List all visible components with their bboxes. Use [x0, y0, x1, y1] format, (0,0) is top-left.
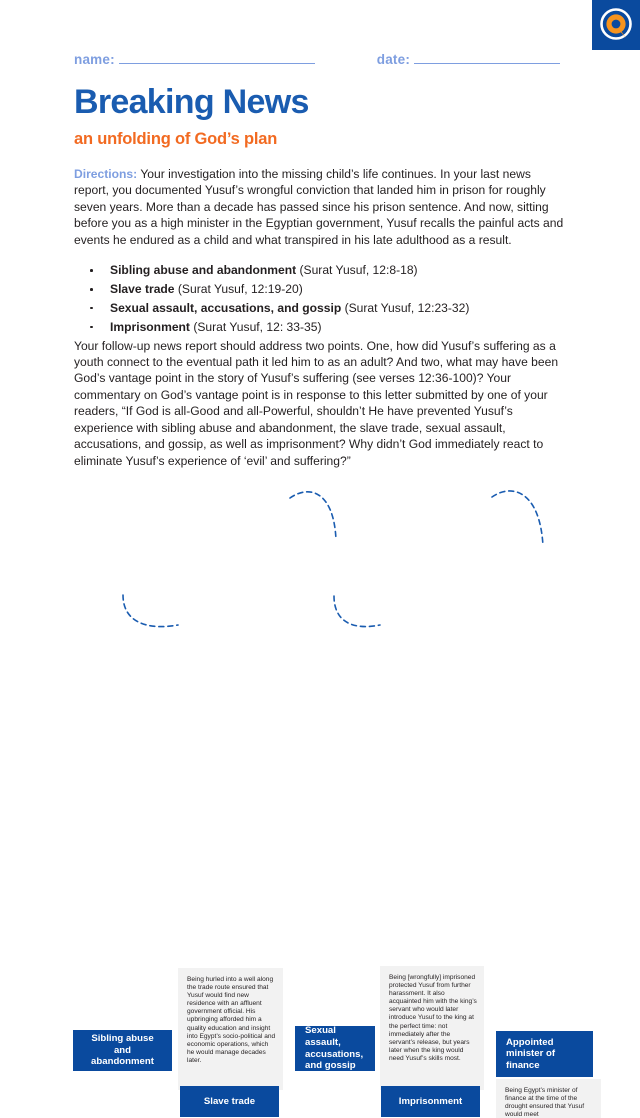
prompt-paragraph: Your follow-up news report should address two points. One, how did Yusuf’s suffering as a youth connect to the eventual path it led him to as an adult? And two, what may have been God’s vantage point in the story of Yusuf’s suffering (see verses 12:36-100)? Your commentary on God’s vantage point is in response to this letter submitted by one of your readers, “If God is all-Good and all-Powerful, shouldn’t He have prevented Yusuf’s experience with sibling abuse and abandonment, the slave trade, sexual assault, accusations, and gossip, as well as imprisonment? Why didn’t God immediately react to eliminate Yusuf’s experience of ‘evil’ and suffering?”	[74, 338, 559, 468]
node-sibling-abuse[interactable]	[73, 1030, 172, 1071]
topic-title: Sexual assault, accusations, and gossip	[110, 300, 342, 315]
note-imprisonment	[380, 966, 484, 1090]
connector-imprisonment-to-minister	[492, 491, 543, 546]
node-appointed-minister[interactable]	[496, 1031, 593, 1077]
list-item	[74, 281, 568, 297]
node-label: Imprisonment	[398, 1095, 463, 1107]
note-text: Being Egypt’s minister of finance at the time of the drought ensured that Yusuf would meet	[505, 1087, 585, 1118]
topic-reference: (Surat Yusuf, 12:8-18)	[296, 263, 418, 278]
name-label: name:	[74, 52, 115, 67]
topic-title: Imprisonment	[110, 319, 190, 334]
page-subtitle: an unfolding of God’s plan	[74, 130, 278, 148]
list-item	[74, 319, 568, 335]
directions-paragraph	[74, 166, 568, 248]
diagram-connectors	[0, 478, 640, 640]
note-text: Being [wrongfully] imprisoned protected Yusuf from further harassment. It also acquainted him with the king’s servant who would later introduce Yusuf to the king at the perfect time: not immediately after the servant’s release, but years later when the king would need Yusuf’s skills most.	[389, 974, 477, 1062]
directions-label: Directions:	[74, 167, 138, 181]
name-input-rule[interactable]	[119, 53, 315, 64]
note-text: Being hurled into a well along the trade route ensured that Yusuf would find new residence with an affluent government official. His upbringing afforded him a quality education and insight into Egypt’s socio-political and economic operations, which he would manage decades later.	[187, 976, 276, 1064]
date-label: date:	[376, 52, 411, 67]
node-label: Sibling abuse and abandonment	[91, 1033, 154, 1068]
connector-sexual-to-imprisonment	[334, 596, 380, 627]
flow-diagram	[0, 478, 640, 1118]
connector-sibling-to-slave	[123, 595, 178, 627]
directions-text: Your investigation into the missing child’s life continues. In your last news report, you documented Yusuf’s wrongful conviction that landed him in prison for roughly seven years. More than a decade has passed since his prison sentence. And now, sitting before you as a high minister in the Egyptian government, Yusuf recalls the painful acts and events he endured as a child and what transpired in his late adulthood as a result.	[74, 167, 564, 247]
node-imprisonment[interactable]	[381, 1086, 480, 1117]
node-label: Slave trade	[203, 1095, 256, 1107]
list-item	[74, 300, 568, 316]
note-minister-of-finance	[496, 1079, 601, 1118]
topics-list	[74, 262, 568, 335]
page-title: Breaking News	[74, 83, 309, 121]
node-label: Appointed minister of finance	[506, 1036, 556, 1071]
name-date-row	[74, 52, 566, 67]
topic-reference: (Surat Yusuf, 12:19-20)	[174, 281, 303, 296]
note-slave-trade	[178, 968, 283, 1090]
list-item	[74, 262, 568, 278]
topic-reference: (Surat Yusuf, 12: 33-35)	[189, 319, 322, 334]
node-slave-trade[interactable]	[180, 1086, 279, 1117]
worksheet-body	[74, 166, 568, 469]
date-input-rule[interactable]	[414, 53, 560, 64]
q-logo-icon	[599, 8, 633, 42]
node-label: Sexual assault, accusations, and gossip	[305, 1025, 364, 1072]
topic-title: Slave trade	[110, 281, 175, 296]
topic-reference: (Surat Yusuf, 12:23-32)	[341, 300, 470, 315]
connector-slave-to-sexual	[290, 492, 336, 540]
node-sexual-assault[interactable]	[295, 1026, 375, 1071]
topic-title: Sibling abuse and abandonment	[110, 263, 297, 278]
brand-logo	[592, 0, 640, 50]
